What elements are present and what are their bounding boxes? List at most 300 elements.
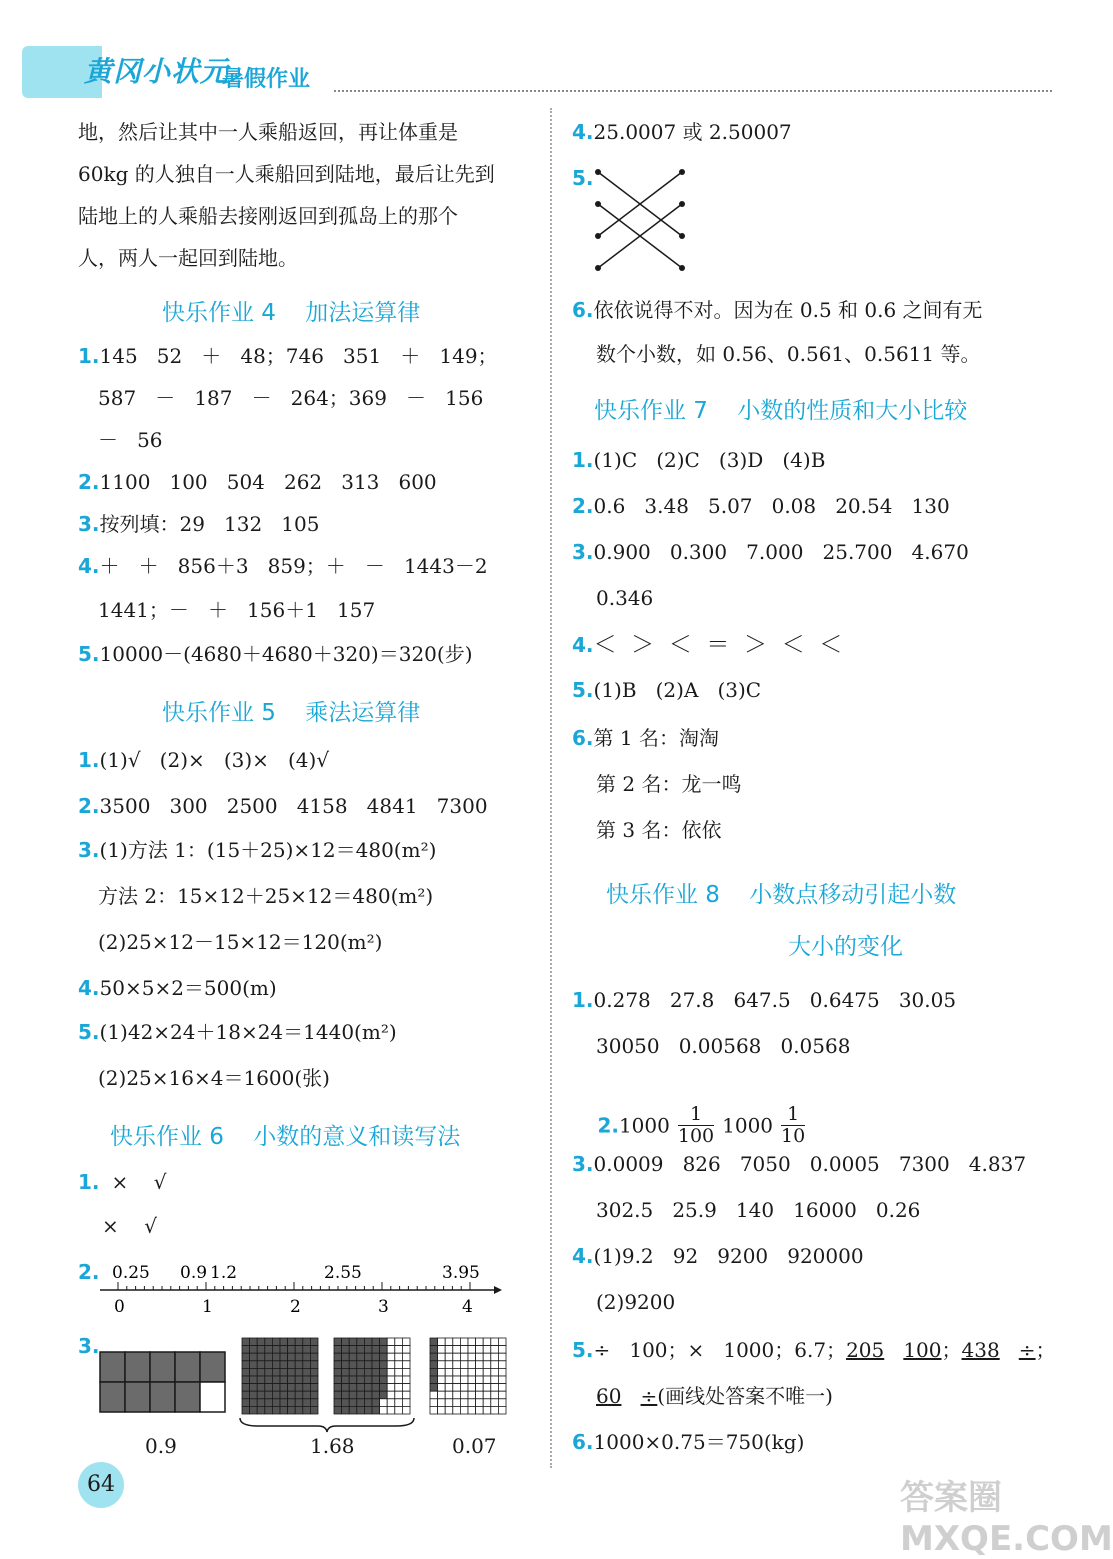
intro-line: 人，两人一起回到陆地。 [78,246,298,270]
item-number: 5. [572,1338,594,1362]
grid-cell [175,1352,200,1382]
item-number: 2. [597,1113,619,1138]
grid-cell [288,1406,296,1414]
grid-cell [280,1406,288,1414]
watermark: 答案圈 MXQE.COM [900,1478,1113,1559]
grid-cell [295,1338,303,1346]
grid-cell [288,1338,296,1346]
grid-cell [438,1346,446,1354]
grid-cell [265,1361,273,1369]
answer-line [572,1340,1056,1360]
answer-line: 第 3 名：依依 [596,818,722,842]
grid-cell [430,1353,438,1361]
grid-cell [483,1361,491,1369]
underlined-answer: ÷ [1018,1338,1036,1362]
grid-cell [342,1368,350,1376]
grid-cell [453,1376,461,1384]
item-number: 3. [78,512,100,536]
grid-cell [242,1399,250,1407]
answer-text: (画线处答案不唯一) [657,1384,833,1408]
grid-cell [380,1376,388,1384]
grid-cell [438,1368,446,1376]
denominator: 100 [677,1124,715,1147]
grid-cell [498,1376,506,1384]
item-number: 4. [572,120,594,144]
grid-cell [380,1399,388,1407]
grid-cell [349,1391,357,1399]
grid-cell [364,1346,372,1354]
answer-text [621,1384,640,1408]
answer-text: (1)42×24＋18×24＝1440(m²) [99,1020,397,1044]
grid-cell [295,1346,303,1354]
grid-cell [491,1368,499,1376]
answer-line: 第 2 名：龙一鸣 [596,772,742,796]
grid-cell [402,1346,410,1354]
answer-line [572,728,719,748]
grid-cell [380,1361,388,1369]
grid-cell [349,1376,357,1384]
answer-line [78,978,277,998]
underlined-answer: 205 [846,1338,885,1362]
header-title: 暑假作业 [222,67,311,92]
grid-cell [372,1346,380,1354]
grid-cell [310,1353,318,1361]
grid-cell [387,1391,395,1399]
grid-cell [372,1384,380,1392]
grid-cell [342,1346,350,1354]
grid-cell [476,1338,484,1346]
grid-cell [364,1361,372,1369]
grid-cell [483,1384,491,1392]
grid-cell [342,1376,350,1384]
grid-cell [438,1353,446,1361]
grid-cell [364,1399,372,1407]
grid-cell [265,1384,273,1392]
answer-text: 25.0007 或 2.50007 [593,120,792,144]
grid-cell [303,1391,311,1399]
grid-cell [175,1382,200,1412]
section-title-5: 快乐作业 5 乘法运算律 [162,700,421,726]
grid-cell [303,1346,311,1354]
answer-line: 0.346 [596,586,654,610]
grid-cell [310,1406,318,1414]
nl-bottom-label: 2 [290,1297,301,1317]
answer-text: 1000×0.75＝750(kg) [593,1430,805,1454]
grid-cell [303,1338,311,1346]
answer-text: ÷ 100；× 1000；6.7； [593,1338,847,1362]
grid-cell [387,1353,395,1361]
grid-cell [303,1361,311,1369]
grid-cell [295,1399,303,1407]
grid-cell [483,1346,491,1354]
grid-cell [483,1353,491,1361]
grid-cell [387,1406,395,1414]
grid-cell [125,1382,150,1412]
grid-cell [438,1399,446,1407]
grid-cell [460,1368,468,1376]
grid-cell [380,1338,388,1346]
grid-cell [476,1361,484,1369]
item-number: 2. [78,1260,100,1284]
item-number: 3. [572,1152,594,1176]
page-number: 64 [78,1462,124,1508]
grid-cell [387,1384,395,1392]
grid-cell [364,1391,372,1399]
answer-line: 1441；－ ＋ 156＋1 157 [98,598,376,622]
grid-cell [334,1384,342,1392]
grid-cell [272,1346,280,1354]
item-number: 2. [78,794,100,818]
grid-cell [150,1352,175,1382]
answer-text: (1)√ (2)× (3)× (4)√ [99,748,330,772]
answer-text: 0.0009 826 7050 0.0005 7300 4.837 [593,1152,1027,1176]
grid-cell [453,1399,461,1407]
grid-cell [303,1399,311,1407]
answer-text: (1)B (2)A (3)C [593,678,762,702]
grid-cell [250,1399,258,1407]
grid-cell [468,1338,476,1346]
answer-text: 50×5×2＝500(m) [99,976,277,1000]
intro-line: 60kg 的人独自一人乘船回到陆地，最后让先到 [78,162,495,186]
nl-bottom-label: 0 [114,1297,125,1317]
grid-cell [272,1391,280,1399]
item-number-line [78,1336,100,1356]
answer-line [78,1172,166,1192]
grid-cell [288,1346,296,1354]
grid-cell [402,1399,410,1407]
grid-cell [265,1346,273,1354]
grid-cell [460,1384,468,1392]
grid-cell [364,1384,372,1392]
grid-cell [295,1368,303,1376]
answer-text: 按列填：29 132 105 [99,512,320,536]
grid-cell [349,1406,357,1414]
item-number: 5. [78,1020,100,1044]
denominator: 10 [781,1124,806,1147]
grid-cell [445,1346,453,1354]
grid-cell [402,1406,410,1414]
grid-cell [438,1391,446,1399]
grid-label: 1.68 [310,1434,355,1458]
grid-cell [491,1406,499,1414]
section-title-8-cont: 大小的变化 [788,934,903,960]
grid-cell [272,1384,280,1392]
item-number: 4. [78,554,100,578]
item-number: 3. [572,540,594,564]
grid-cell [438,1384,446,1392]
grid-cell [468,1399,476,1407]
grid-cell [342,1353,350,1361]
grid-cell [453,1384,461,1392]
grid-0-07 [428,1336,508,1416]
grid-cell [257,1399,265,1407]
grid-cell [372,1338,380,1346]
answer-text: 依依说得不对。因为在 0.5 和 0.6 之间有无 [593,298,983,322]
grid-cell [288,1391,296,1399]
grid-cell [265,1368,273,1376]
grid-cell [453,1391,461,1399]
grid-cell [430,1399,438,1407]
grid-cell [357,1391,365,1399]
answer-line [572,450,825,470]
grid-cell [395,1361,403,1369]
grid-cell [491,1338,499,1346]
grid-cell [395,1353,403,1361]
grid-cell [334,1368,342,1376]
answer-line [572,990,956,1010]
grid-cell [380,1406,388,1414]
grid-cell [288,1353,296,1361]
grid-cell [395,1406,403,1414]
column-divider [550,108,552,1468]
grid-cell [476,1406,484,1414]
grid-cell [460,1338,468,1346]
answer-line: (2)25×16×4＝1600(张) [98,1066,330,1090]
nl-top-label: 3.95 [442,1263,480,1283]
grid-cell [342,1391,350,1399]
grid-cell [349,1338,357,1346]
grid-cell [265,1338,273,1346]
answer-line [78,514,319,534]
grid-cell [342,1338,350,1346]
grid-cell [342,1406,350,1414]
grid-cell [445,1399,453,1407]
grid-cell [445,1361,453,1369]
grid-cell [357,1368,365,1376]
grid-cell [310,1361,318,1369]
grid-cell [372,1391,380,1399]
grid-cell [364,1338,372,1346]
section-title-6: 快乐作业 6 小数的意义和读写法 [110,1124,461,1150]
brand-logo: 黄冈小状元 [84,55,230,88]
grid-cell [349,1346,357,1354]
grid-cell [295,1361,303,1369]
grid-cell [491,1384,499,1392]
grid-cell [295,1376,303,1384]
nl-top-label: 0.25 [112,1263,150,1283]
answer-line [78,472,437,492]
answer-line [78,346,498,366]
grid-cell [402,1391,410,1399]
grid-cell [342,1399,350,1407]
grid-cell [445,1376,453,1384]
answer-text: 0.6 3.48 5.07 0.08 20.54 130 [593,494,950,518]
grid-cell [468,1353,476,1361]
grid-cell [387,1368,395,1376]
answer-line [572,496,950,516]
grid-cell [438,1338,446,1346]
item-number: 2. [572,494,594,518]
intro-line: 陆地上的人乘船去接刚返回到孤岛上的那个 [78,204,458,228]
item-number: 6. [572,1430,594,1454]
numerator: 1 [781,1104,805,1126]
grid-cell [445,1368,453,1376]
underlined-answer: 60 [596,1384,622,1408]
grid-full-2 [332,1336,412,1416]
grid-cell [402,1376,410,1384]
item-number: 1. [78,344,100,368]
grid-cell [430,1368,438,1376]
grid-cell [402,1338,410,1346]
answer-line: 302.5 25.9 140 16000 0.26 [596,1198,921,1222]
answer-text [1000,1338,1019,1362]
grid-cell [402,1368,410,1376]
grid-cell [445,1391,453,1399]
grid-cell [498,1346,506,1354]
grid-label: 0.07 [452,1434,497,1458]
grid-cell [430,1361,438,1369]
answer-line [572,1432,804,1452]
item-number: 3. [78,1334,100,1358]
matching-lines [592,164,702,276]
grid-cell [349,1399,357,1407]
answer-line: × √ [102,1214,157,1238]
number-line [96,1258,506,1318]
grid-cell [334,1376,342,1384]
grid-cell [445,1338,453,1346]
grid-cell [460,1376,468,1384]
item-number: 6. [572,726,594,750]
grid-cell [395,1384,403,1392]
fraction [781,1104,805,1147]
grid-cell [491,1361,499,1369]
grid-cell [334,1338,342,1346]
grid-cell [468,1346,476,1354]
item-number: 1. [572,988,594,1012]
grid-cell [468,1384,476,1392]
grid-cell [498,1361,506,1369]
grid-cell [349,1368,357,1376]
grid-cell [395,1376,403,1384]
grid-cell [498,1353,506,1361]
grid-cell [468,1361,476,1369]
grid-cell [372,1361,380,1369]
grid-cell [380,1391,388,1399]
grid-cell [265,1399,273,1407]
grid-cell [272,1361,280,1369]
grid-cell [357,1399,365,1407]
grid-cell [460,1361,468,1369]
grid-cell [430,1376,438,1384]
page-header [22,40,1052,102]
grid-cell [349,1353,357,1361]
grid-cell [491,1353,499,1361]
grid-cell [280,1346,288,1354]
answer-text: 1000 [722,1113,774,1138]
nl-top-label: 2.55 [324,1263,362,1283]
grid-cell [498,1399,506,1407]
answer-text: (1)方法 1：(15＋25)×12＝480(m²) [99,838,437,862]
grid-cell [438,1406,446,1414]
grid-cell [468,1391,476,1399]
grid-cell [242,1346,250,1354]
answer-text: ； [1035,1338,1056,1362]
grid-cell [257,1406,265,1414]
grid-cell [288,1368,296,1376]
grid-cell [310,1399,318,1407]
grid-cell [334,1361,342,1369]
grid-cell [364,1368,372,1376]
grid-cell [295,1353,303,1361]
grid-cell [310,1376,318,1384]
grid-cell [257,1338,265,1346]
grid-cell [498,1384,506,1392]
grid-cell [498,1368,506,1376]
grid-cell [280,1338,288,1346]
grid-cell [342,1384,350,1392]
grid-cell [310,1346,318,1354]
nl-top-label: 0.9 [180,1263,208,1283]
answer-line [572,542,969,562]
grid-cell [498,1338,506,1346]
grid-cell [483,1391,491,1399]
answer-line [572,680,761,700]
grid-cell [288,1361,296,1369]
answer-line [78,644,473,664]
grid-cell [476,1353,484,1361]
grid-cell [460,1391,468,1399]
answer-text: ＜ ＞ ＜ ＝ ＞ ＜ ＜ [593,632,843,658]
grid-cell [303,1376,311,1384]
grid-cell [395,1346,403,1354]
grid-cell [280,1391,288,1399]
grid-cell [460,1346,468,1354]
grid-cell [280,1399,288,1407]
item-number: 4. [78,976,100,1000]
grid-cell [445,1353,453,1361]
grid-cell [125,1352,150,1382]
grid-cell [272,1353,280,1361]
grid-cell [200,1382,225,1412]
grid-cell [430,1384,438,1392]
item-number: 5. [572,678,594,702]
grid-cell [349,1361,357,1369]
underlined-answer: 438 [961,1338,1000,1362]
grid-cell [100,1382,125,1412]
grid-cell [280,1353,288,1361]
brace [238,1416,416,1434]
grid-cell [357,1376,365,1384]
grid-cell [372,1399,380,1407]
grid-cell [272,1376,280,1384]
grid-cell [402,1384,410,1392]
grid-cell [483,1399,491,1407]
item-number: 5. [572,166,594,190]
section-title-7: 快乐作业 7 小数的性质和大小比较 [594,398,968,424]
grid-cell [430,1391,438,1399]
answer-line [596,1386,833,1406]
grid-cell [460,1406,468,1414]
grid-cell [387,1361,395,1369]
grid-cell [280,1376,288,1384]
grid-cell [483,1376,491,1384]
grid-cell [250,1384,258,1392]
grid-cell [250,1368,258,1376]
grid-cell [491,1399,499,1407]
answer-line [572,300,983,320]
grid-cell [334,1346,342,1354]
answer-text [884,1338,903,1362]
grid-cell [250,1391,258,1399]
answer-text: 0.900 0.300 7.000 25.700 4.670 [593,540,969,564]
answer-line [78,750,329,770]
grid-cell [257,1346,265,1354]
answer-text: 第 1 名：淘淘 [593,726,719,750]
grid-cell [265,1391,273,1399]
grid-cell [250,1361,258,1369]
answer-text: 1100 100 504 262 313 600 [99,470,437,494]
section-title-4: 快乐作业 4 加法运算律 [162,300,421,326]
